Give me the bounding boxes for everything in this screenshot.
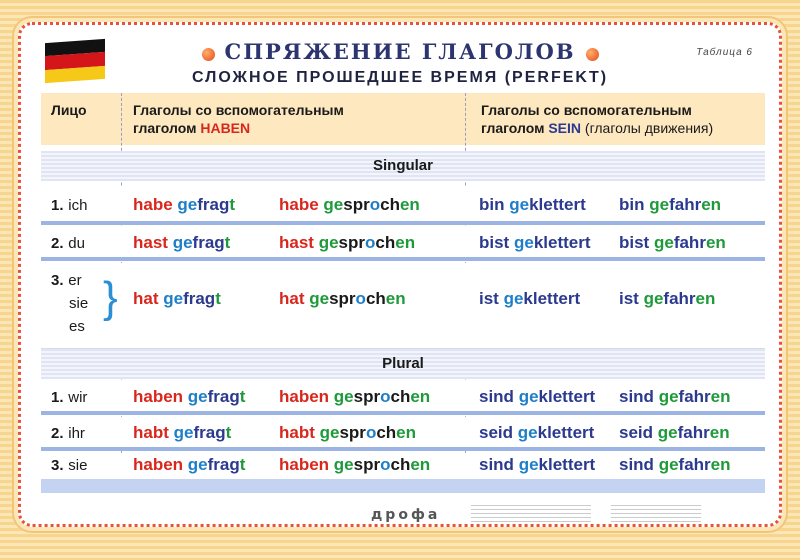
sein-note: (глаголы движения) [584,120,714,136]
table-row: 2. du hast gefragt hast gesprochen bist geklettert bist gefahren [41,227,765,261]
page-subtitle: СЛОЖНОЕ ПРОШЕДШЕЕ ВРЕМЯ (PERFEKT) [191,69,609,86]
singular-header: Singular [41,151,765,181]
table-row: 1. wir haben gefragt haben gesprochen sind geklettert sind gefahren [41,381,765,415]
plural-header: Plural [41,349,765,379]
fine-print [471,505,591,523]
sein-keyword: SEIN [548,120,582,136]
haben-column-header: Глаголы со вспомогательным глаголом HABEN [133,102,344,136]
title-row [21,39,779,64]
bullet-icon [586,48,599,61]
conjugation-table [41,93,765,493]
sein-column-header: Глаголы со вспомогательным глаголом SEIN (глаголы движения) [481,102,714,136]
bottom-band [41,479,765,493]
table-row: 3. er sie es } hat gefragt hat gesprochen ist geklettert ist gefahren [41,263,765,349]
publisher-logo: дрофа [371,507,441,523]
footer [21,503,779,527]
poster-frame [18,22,782,527]
person-header: Лицо [51,102,87,118]
bullet-icon [202,48,215,61]
table-row: 1. ich habe gefragt habe gesprochen bin geklettert bin gefahren [41,187,765,225]
fine-print [611,505,701,523]
table-header [41,93,765,145]
brace-icon: } [103,273,118,322]
haben-keyword: HABEN [200,120,251,136]
table-row: 3. sie haben gefragt haben gesprochen sind geklettert sind gefahren [41,453,765,479]
table-row: 2. ihr habt gefragt habt gesprochen seid geklettert seid gefahren [41,417,765,451]
page-title: СПРЯЖЕНИЕ ГЛАГОЛОВ [224,39,576,64]
table-number: Таблица 6 [696,47,753,58]
